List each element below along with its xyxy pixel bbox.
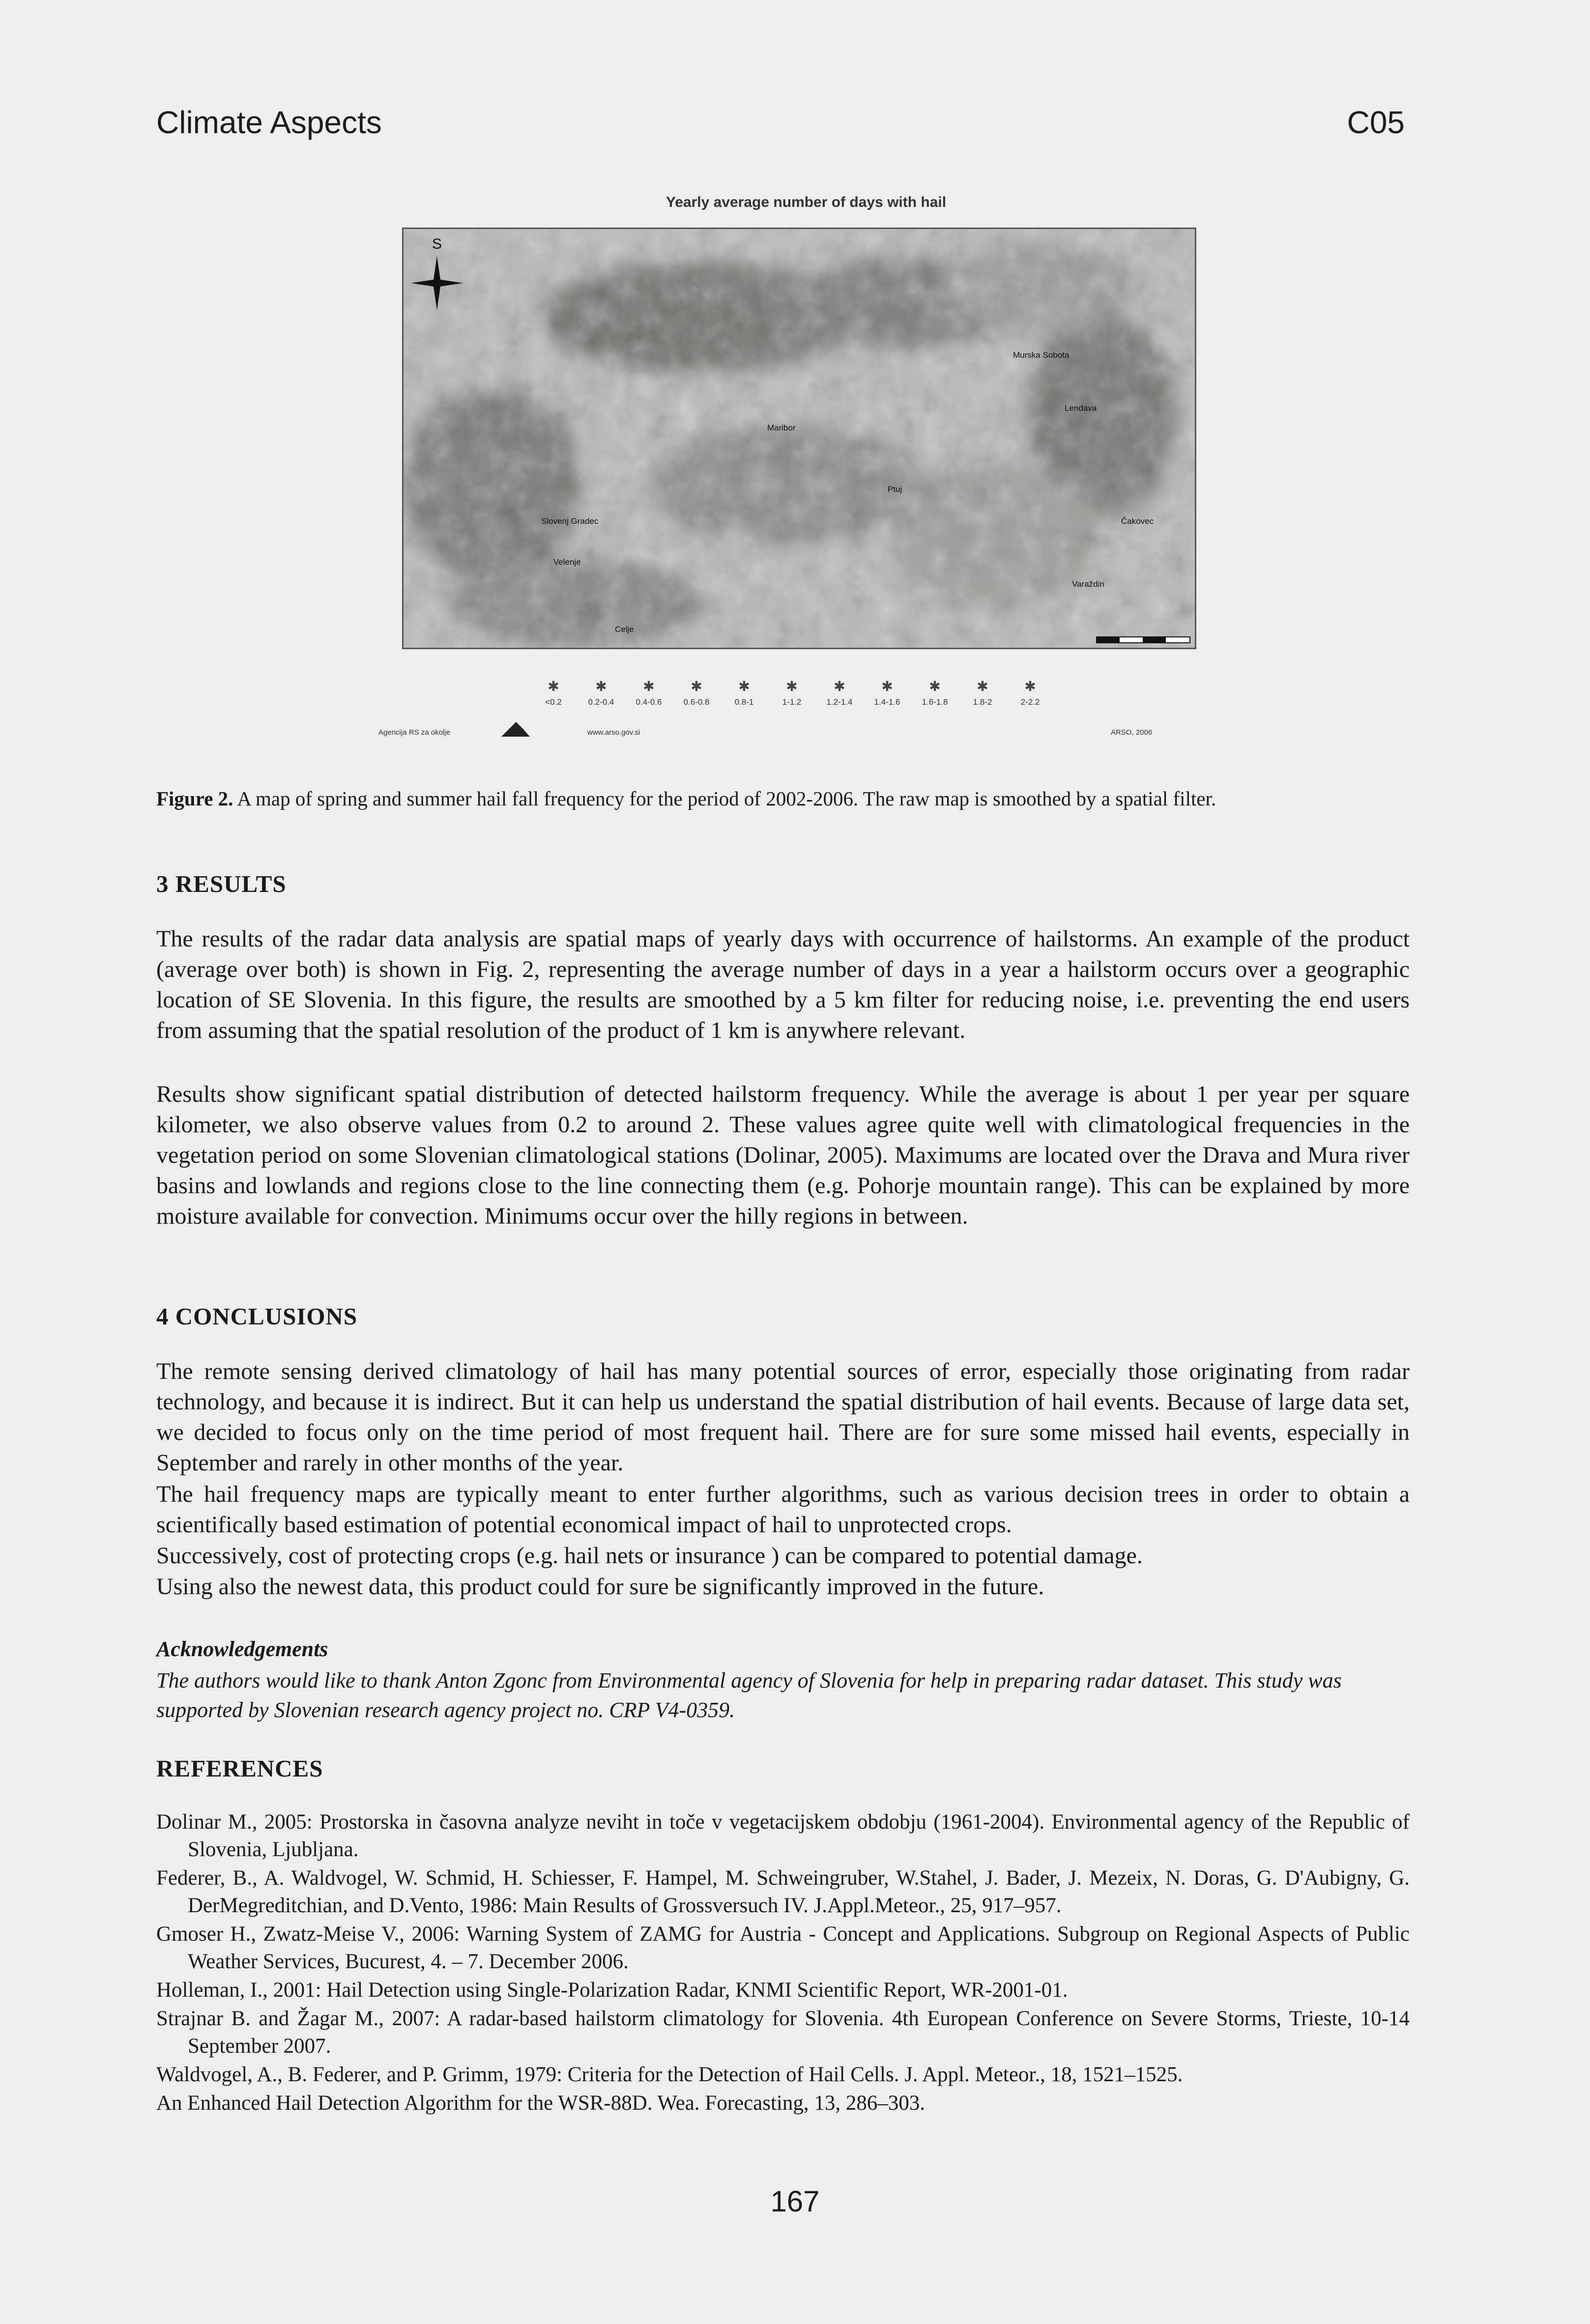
caption-label: Figure 2. bbox=[156, 787, 233, 810]
acknowledgements-heading: Acknowledgements bbox=[156, 1637, 328, 1661]
caption-text: A map of spring and summer hail fall frequency for the period of 2002-2006. The raw map is smoothed by a spatial filter. bbox=[233, 787, 1216, 810]
town-label: Slovenj Gradec bbox=[541, 516, 599, 526]
legend-item: ✱ 0.4-0.6 bbox=[631, 678, 666, 707]
town-label: Velenje bbox=[553, 557, 581, 567]
legend-item: ✱ <0.2 bbox=[536, 678, 571, 707]
legend-item: ✱ 0.6-0.8 bbox=[679, 678, 714, 707]
legend-item: ✱ 0.8-1 bbox=[726, 678, 762, 707]
town-label: Varaždin bbox=[1072, 579, 1104, 589]
legend-item: ✱ 1.8-2 bbox=[965, 678, 1000, 707]
legend-item: ✱ 1-1.2 bbox=[774, 678, 809, 707]
agency-url: www.arso.gov.si bbox=[587, 728, 640, 737]
scale-bar bbox=[1097, 637, 1190, 643]
reference-item: Federer, B., A. Waldvogel, W. Schmid, H. Schiesser, F. Hampel, M. Schweingruber, W.Stahel, J. Bader, J. Mezeix, N. Doras, G. D'Aubigny, G. DerMegreditchian, and D.Vento, 1986: Main Results of Grossversuch IV. J.Appl.Meteor., 25, 917–957. bbox=[156, 1866, 1410, 1917]
reference-item: An Enhanced Hail Detection Algorithm for the WSR-88D. Wea. Forecasting, 13, 286–303. bbox=[156, 2092, 925, 2115]
map-credit: ARSO, 2006 bbox=[1111, 728, 1153, 737]
compass-label: S bbox=[432, 236, 442, 252]
section-code: C05 bbox=[1347, 105, 1405, 140]
conclusions-paragraph-2: The hail frequency maps are typically meant to enter further algorithms, such as various decision trees in order to obtain a scientifically based estimation of potential economical impact of hail to unprotected crops. bbox=[156, 1481, 1410, 1538]
legend-item: ✱ 1.6-1.8 bbox=[917, 678, 953, 707]
conclusions-paragraph-4: Using also the newest data, this product could for sure be significantly improved in the future. bbox=[156, 1574, 1044, 1600]
hail-frequency-map bbox=[402, 228, 1196, 649]
hail-symbol-icon: ✱ bbox=[691, 678, 702, 694]
town-label: Čakovec bbox=[1121, 516, 1154, 526]
conclusions-heading: 4 CONCLUSIONS bbox=[156, 1303, 358, 1330]
reference-item: Holleman, I., 2001: Hail Detection using Single-Polarization Radar, KNMI Scientific Report, WR-2001-01. bbox=[156, 1979, 1068, 2002]
figure-2 bbox=[344, 194, 1268, 759]
agency-credit: Agencija RS za okolje bbox=[378, 728, 450, 737]
hail-symbol-icon: ✱ bbox=[548, 678, 559, 694]
legend-item: ✱ 2-2.2 bbox=[1012, 678, 1048, 707]
town-label: Lendava bbox=[1065, 403, 1097, 413]
conclusions-paragraph-1: The remote sensing derived climatology of hail has many potential sources of error, especially those originating from radar technology, and because it is indirect. But it can help us understand the spatial distribution of hail events. Because of large data set, we decided to focus only on the time period of most frequent hail. There are for sure some missed hail events, especially in September and rarely in other months of the year. bbox=[156, 1358, 1410, 1476]
figure-title: Yearly average number of days with hail bbox=[665, 194, 947, 210]
town-label: Maribor bbox=[767, 423, 796, 432]
hail-symbol-icon: ✱ bbox=[834, 678, 845, 694]
acknowledgements-text: The authors would like to thank Anton Zgonc from Environmental agency of Slovenia for help in preparing radar dataset. This study was supported by Slovenian research agency project no. CRP V4-0359. bbox=[156, 1668, 1342, 1722]
map-image bbox=[404, 229, 1195, 648]
hail-symbol-icon: ✱ bbox=[738, 678, 750, 694]
hail-symbol-icon: ✱ bbox=[1024, 678, 1036, 694]
legend-item: ✱ 1.2-1.4 bbox=[822, 678, 857, 707]
hail-symbol-icon: ✱ bbox=[643, 678, 655, 694]
reference-item: Waldvogel, A., B. Federer, and P. Grimm, 1979: Criteria for the Detection of Hail Cells. J. Appl. Meteor., 18, 1521–1525. bbox=[156, 2063, 1183, 2086]
reference-item: Strajnar B. and Žagar M., 2007: A radar-based hailstorm climatology for Slovenia. 4th European Conference on Severe Storms, Trieste, 10-14 September 2007. bbox=[156, 2007, 1410, 2058]
legend-item: ✱ 1.4-1.6 bbox=[869, 678, 905, 707]
town-label: Ptuj bbox=[888, 485, 902, 494]
hail-symbol-icon: ✱ bbox=[977, 678, 988, 694]
map-legend bbox=[536, 678, 1076, 722]
page-number: 167 bbox=[770, 2185, 820, 2218]
legend-item: ✱ 0.2-0.4 bbox=[583, 678, 619, 707]
results-paragraph-1: The results of the radar data analysis are spatial maps of yearly days with occurrence of hailstorms. An example of the product (average over both) is shown in Fig. 2, representing the average number of days in a year a hailstorm occurs over a geographic location of SE Slovenia. In this figure, the results are smoothed by a 5 km filter for reducing noise, i.e. preventing the end users from assuming that the spatial resolution of the product of 1 km is anywhere relevant. bbox=[156, 926, 1410, 1043]
references-heading: REFERENCES bbox=[156, 1755, 323, 1782]
hail-symbol-icon: ✱ bbox=[881, 678, 893, 694]
results-heading: 3 RESULTS bbox=[156, 870, 287, 897]
agency-logo-icon bbox=[501, 720, 531, 738]
figure-caption bbox=[156, 786, 1410, 811]
reference-item: Dolinar M., 2005: Prostorska in časovna analyze neviht in toče v vegetacijskem obdobju (1961-2004). Environmental agency of the Republic of Slovenia, Ljubljana. bbox=[156, 1810, 1410, 1861]
town-label: Celje bbox=[615, 625, 634, 634]
reference-item: Gmoser H., Zwatz-Meise V., 2006: Warning System of ZAMG for Austria - Concept and Applications. Subgroup on Regional Aspects of Public Weather Services, Bucurest, 4. – 7. December 2006. bbox=[156, 1922, 1410, 1973]
hail-symbol-icon: ✱ bbox=[786, 678, 798, 694]
reference-list bbox=[156, 1808, 1410, 2118]
running-header bbox=[156, 104, 1405, 148]
hail-symbol-icon: ✱ bbox=[929, 678, 941, 694]
town-label: Murska Sobota bbox=[1013, 350, 1070, 360]
results-paragraph-2: Results show significant spatial distribution of detected hailstorm frequency. While the average is about 1 per year per square kilometer, we also observe values from 0.2 to around 2. These values agree quite well with climatological frequencies in the vegetation period on some Slovenian climatological stations (Dolinar, 2005). Maximums are located over the Drava and Mura river basins and lowlands and regions close to the line connecting them (e.g. Pohorje mountain range). This can be explained by more moisture available for convection. Minimums occur over the hilly regions in between. bbox=[156, 1081, 1410, 1229]
hail-symbol-icon: ✱ bbox=[595, 678, 607, 694]
conclusions-paragraph-3: Successively, cost of protecting crops (e.g. hail nets or insurance ) can be compared to potential damage. bbox=[156, 1543, 1143, 1569]
section-title: Climate Aspects bbox=[156, 105, 382, 140]
